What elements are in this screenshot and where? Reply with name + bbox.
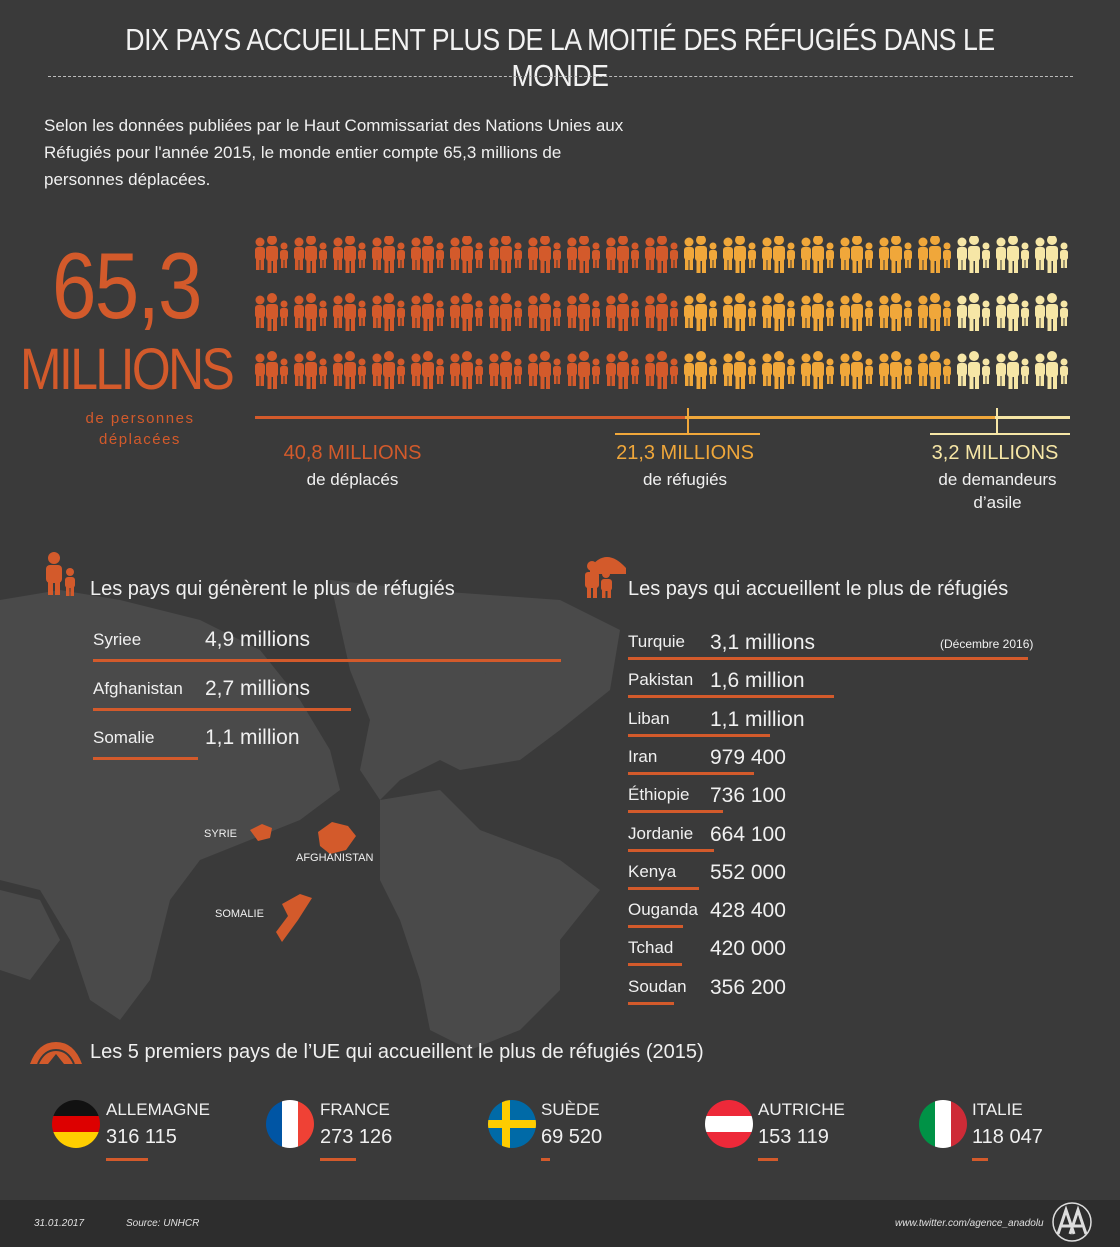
person-family-icon: [411, 293, 444, 331]
deplaces-segment: [255, 416, 685, 419]
person-family-icon: [606, 236, 639, 273]
person-family-icon: [294, 236, 327, 273]
asile-segment: [995, 416, 1070, 419]
origin-country-value: 2,7 millions: [205, 677, 311, 700]
host-country-value: 664 100: [710, 822, 786, 846]
austria-flag-icon: [705, 1100, 753, 1148]
origin-title: Les pays qui génèrent le plus de réfugiés: [90, 578, 455, 600]
people-pictogram: [255, 236, 1075, 406]
refugies-value: 21,3 MILLIONS: [616, 442, 754, 464]
person-family-icon: [957, 351, 990, 389]
person-family-icon: [567, 351, 600, 389]
deplaces-label: de déplacés: [306, 470, 399, 489]
person-family-icon: [996, 293, 1029, 331]
eu-title: Les 5 premiers pays de l’UE qui accueillent le plus de réfugiés (2015): [90, 1041, 704, 1063]
person-family-icon: [606, 351, 639, 389]
person-family-icon: [528, 351, 561, 389]
map-label-afghanistan: AFGHANISTAN: [296, 852, 374, 864]
host-bar: [628, 963, 682, 966]
host-country-value: 3,1 millions: [710, 631, 816, 654]
person-family-icon: [255, 236, 288, 273]
person-family-icon: [645, 351, 678, 389]
person-family-icon: [450, 236, 483, 273]
eu-country-name: ALLEMAGNE: [106, 1100, 210, 1119]
person-family-icon: [1035, 351, 1068, 389]
person-family-icon: [489, 236, 522, 273]
person-family-icon: [723, 236, 756, 273]
person-family-icon: [255, 293, 288, 331]
person-family-icon: [801, 293, 834, 331]
person-family-icon: [762, 351, 795, 389]
person-family-icon: [684, 236, 717, 273]
eu-bar: [106, 1158, 148, 1161]
sweden-flag-icon: [488, 1100, 536, 1148]
afghanistan-shape: [318, 822, 356, 854]
refugee-camp-icon: [582, 546, 628, 598]
person-family-icon: [723, 351, 756, 389]
person-family-icon: [411, 236, 444, 273]
host-country-name: Iran: [628, 746, 658, 766]
person-family-icon: [840, 351, 873, 389]
person-family-icon: [957, 236, 990, 273]
origin-country-name: Syriee: [93, 630, 142, 649]
intro-text: Selon les données publiées par le Haut Commissariat des Nations Unies aux Réfugiés pour l'année 2015, le monde entier compte 65,3 millions de personnes déplacées.: [44, 116, 624, 189]
host-country-value: 428 400: [710, 899, 786, 923]
person-family-icon: [294, 351, 327, 389]
footer-source: Source: UNHCR: [126, 1218, 200, 1229]
host-country-name: Éthiopie: [628, 785, 690, 805]
person-family-icon: [645, 293, 678, 331]
eu-country-value: 273 126: [320, 1126, 393, 1148]
eu-bar: [972, 1158, 988, 1161]
person-family-icon: [762, 236, 795, 273]
person-family-icon: [996, 236, 1029, 273]
eu-country-value: 153 119: [758, 1126, 829, 1148]
asile-label: de demandeurs d’asile: [938, 470, 1057, 512]
origin-bar: [93, 757, 198, 760]
person-family-icon: [645, 236, 678, 273]
eu-country-name: FRANCE: [320, 1100, 390, 1119]
host-bar: [628, 887, 699, 890]
eu-country-value: 69 520: [541, 1126, 603, 1148]
host-country-name: Jordanie: [628, 823, 694, 843]
host-bar: [628, 925, 683, 928]
host-bar: [628, 657, 1028, 660]
host-country-value: 979 400: [710, 745, 786, 769]
eu-bar: [758, 1158, 778, 1161]
host-country-name: Ouganda: [628, 900, 698, 920]
person-family-icon: [372, 236, 405, 273]
origin-bar: [93, 659, 561, 662]
person-family-icon: [840, 236, 873, 273]
host-country-value: 1,6 million: [710, 669, 805, 693]
headline-subtitle: de personnes déplacées: [85, 410, 195, 448]
title-divider: [48, 76, 1073, 77]
person-family-icon: [801, 351, 834, 389]
person-family-icon: [723, 293, 756, 331]
eu-country-name: SUÈDE: [541, 1100, 600, 1119]
person-family-icon: [450, 293, 483, 331]
host-bar: [628, 734, 770, 737]
origin-country-value: 1,1 million: [205, 726, 300, 749]
person-family-icon: [450, 351, 483, 389]
eu-country-value: 118 047: [972, 1126, 1043, 1148]
person-family-icon: [333, 236, 366, 273]
refugies-segment: [685, 416, 995, 419]
host-country-name: Liban: [628, 708, 670, 728]
deplaces-value: 40,8 MILLIONS: [283, 442, 422, 464]
eu-country-name: ITALIE: [972, 1100, 1023, 1119]
eu-bar: [541, 1158, 550, 1161]
person-family-icon: [567, 236, 600, 273]
person-family-icon: [411, 351, 444, 389]
person-family-icon: [918, 351, 951, 389]
germany-flag-icon: [52, 1100, 100, 1148]
asile-value: 3,2 MILLIONS: [931, 442, 1059, 464]
host-country-value: 736 100: [710, 784, 786, 808]
host-bar: [628, 1002, 674, 1005]
host-country-name: Kenya: [628, 861, 677, 881]
host-bar: [628, 772, 754, 775]
person-family-icon: [333, 351, 366, 389]
person-family-icon: [606, 293, 639, 331]
host-title: Les pays qui accueillent le plus de réfugiés: [628, 578, 1009, 600]
person-family-icon: [684, 293, 717, 331]
tent-icon: [28, 1040, 84, 1066]
origin-country-name: Somalie: [93, 728, 155, 747]
person-family-icon: [489, 351, 522, 389]
person-family-icon: [684, 351, 717, 389]
person-family-icon: [879, 293, 912, 331]
host-country-value: 420 000: [710, 937, 786, 961]
person-family-icon: [372, 293, 405, 331]
origin-country-value: 4,9 millions: [205, 628, 311, 651]
person-family-icon: [879, 351, 912, 389]
host-country-value: 552 000: [710, 860, 786, 884]
host-country-value: 1,1 million: [710, 707, 805, 731]
person-family-icon: [294, 293, 327, 331]
somalia-shape: [276, 894, 312, 942]
breakdown-bar: [255, 408, 1075, 438]
host-note: (Décembre 2016): [940, 637, 1034, 651]
eu-bar: [320, 1158, 356, 1161]
host-country-name: Soudan: [628, 976, 687, 996]
person-family-icon: [918, 236, 951, 273]
host-country-name: Tchad: [628, 938, 674, 958]
person-family-icon: [762, 293, 795, 331]
person-family-icon: [840, 293, 873, 331]
person-family-icon: [801, 236, 834, 273]
person-family-icon: [996, 351, 1029, 389]
refugies-label: de réfugiés: [642, 470, 728, 489]
person-family-icon: [1035, 293, 1068, 331]
host-bar: [628, 810, 723, 813]
page-title: DIX PAYS ACCUEILLENT PLUS DE LA MOITIÉ DES RÉFUGIÉS DANS LE MONDE: [125, 22, 995, 93]
person-family-icon: [333, 293, 366, 331]
eu-country-value: 316 115: [106, 1126, 177, 1148]
host-country-name: Turquie: [628, 632, 686, 651]
headline-number: 65,3: [52, 233, 201, 338]
person-family-icon: [879, 236, 912, 273]
footer-twitter[interactable]: www.twitter.com/agence_anadolu: [895, 1218, 1044, 1229]
host-country-value: 356 200: [710, 975, 786, 999]
headline-unit: MILLIONS: [20, 337, 233, 402]
france-flag-icon: [266, 1100, 314, 1148]
italy-flag-icon: [919, 1100, 967, 1148]
person-family-icon: [1035, 236, 1068, 273]
person-family-icon: [372, 351, 405, 389]
anadolu-agency-logo: [1052, 1202, 1092, 1242]
origin-country-name: Afghanistan: [93, 679, 183, 698]
origin-bar: [93, 708, 351, 711]
person-family-icon: [957, 293, 990, 331]
refugee-family-icon: [36, 550, 82, 598]
host-bar: [628, 695, 834, 698]
host-bar: [628, 849, 714, 852]
person-family-icon: [255, 351, 288, 389]
eu-country-name: AUTRICHE: [758, 1100, 845, 1119]
footer-date: 31.01.2017: [34, 1218, 85, 1229]
person-family-icon: [567, 293, 600, 331]
person-family-icon: [918, 293, 951, 331]
map-label-somalia: SOMALIE: [215, 908, 264, 920]
person-family-icon: [528, 293, 561, 331]
person-family-icon: [489, 293, 522, 331]
host-country-name: Pakistan: [628, 670, 694, 690]
person-family-icon: [528, 236, 561, 273]
map-label-syria: SYRIE: [204, 828, 238, 840]
